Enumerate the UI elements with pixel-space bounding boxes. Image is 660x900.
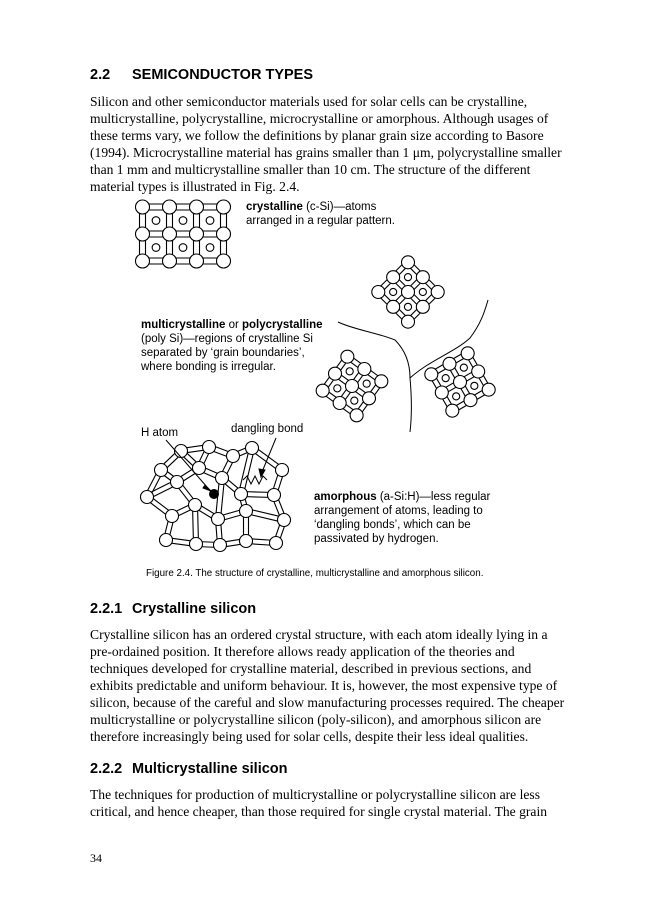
multicrystalline-paragraph: The techniques for production of multicrystalline or polycrystalline silicon are less critical, and hence cheaper, than those required for single crystal material. The grain xyxy=(90,787,548,819)
multi-line2: (poly Si)—regions of crystalline Si xyxy=(141,333,313,345)
subsection-title-1: Crystalline silicon xyxy=(132,601,257,617)
crystalline-lattice xyxy=(136,200,231,268)
subsection-number-2: 2.2.2 xyxy=(90,761,123,777)
section-number: 2.2 xyxy=(90,67,111,83)
multi-line3: separated by ‘grain boundaries’, xyxy=(141,347,305,359)
dangling-bond-label: dangling bond xyxy=(231,423,304,435)
amorphous-rest: (a-Si:H)—less regular xyxy=(376,491,491,503)
multi-line4: where bonding is irregular. xyxy=(141,361,276,373)
figure-caption: Figure 2.4. The structure of crystalline, multicrystalline and amorphous silicon. xyxy=(146,568,484,579)
amorphous-bold: amorphous xyxy=(314,491,377,503)
multi-label xyxy=(141,319,323,331)
h-atom-label: H atom xyxy=(141,427,179,439)
amorphous-line2: arrangement of atoms, leading to xyxy=(314,505,483,517)
multi-bold2: polycrystalline xyxy=(242,319,323,331)
subsection-title-2: Multicrystalline silicon xyxy=(132,761,288,777)
intro-paragraph: Silicon and other semiconductor materials used for solar cells can be crystalline, multicrystalline, polycrystalline, microcrystalline or amorphous. Although usages of these terms vary, we follow the definitions by planar grain size according to Basore (1994). Microcrystalline material has grains smaller than 1 μm, polycrystalline smaller than 1 mm and multicrystalline smaller than 10 cm. The structure of the different material types is illustrated in Fig. 2.4. xyxy=(90,94,562,194)
amorphous-label xyxy=(314,491,491,503)
crystalline-label xyxy=(246,201,377,213)
multi-bold1: multicrystalline xyxy=(141,319,226,331)
subsection-number-1: 2.2.1 xyxy=(90,601,123,617)
section-title: SEMICONDUCTOR TYPES xyxy=(132,67,314,83)
crystalline-line2: arranged in a regular pattern. xyxy=(246,215,395,227)
subsection-heading-2 xyxy=(90,761,288,777)
subsection-heading-1 xyxy=(90,601,256,617)
amorphous-line3: ‘dangling bonds’, which can be xyxy=(314,519,471,531)
crystalline-rest: (c-Si)—atoms xyxy=(302,201,377,213)
crystalline-bold: crystalline xyxy=(246,201,303,213)
page-number: 34 xyxy=(90,851,102,865)
crystalline-paragraph: Crystalline silicon has an ordered crystal structure, with each atom ideally lying in a pre-ordained position. It therefore allows ready application of the theories and techniques developed for crystalline material, described in previous sections, and exhibits predictable and uniform behaviour. It is, however, the most expensive type of silicon, because of the careful and slow manufacturing processes required. The cheaper multicrystalline or polycrystalline silicon (poly-silicon), and amorphous silicon are therefore increasingly being used for solar cells, despite their less ideal qualities. xyxy=(90,627,565,744)
amorphous-line4: passivated by hydrogen. xyxy=(314,533,439,545)
multi-or: or xyxy=(225,319,242,331)
hydrogen-atom xyxy=(209,489,219,499)
